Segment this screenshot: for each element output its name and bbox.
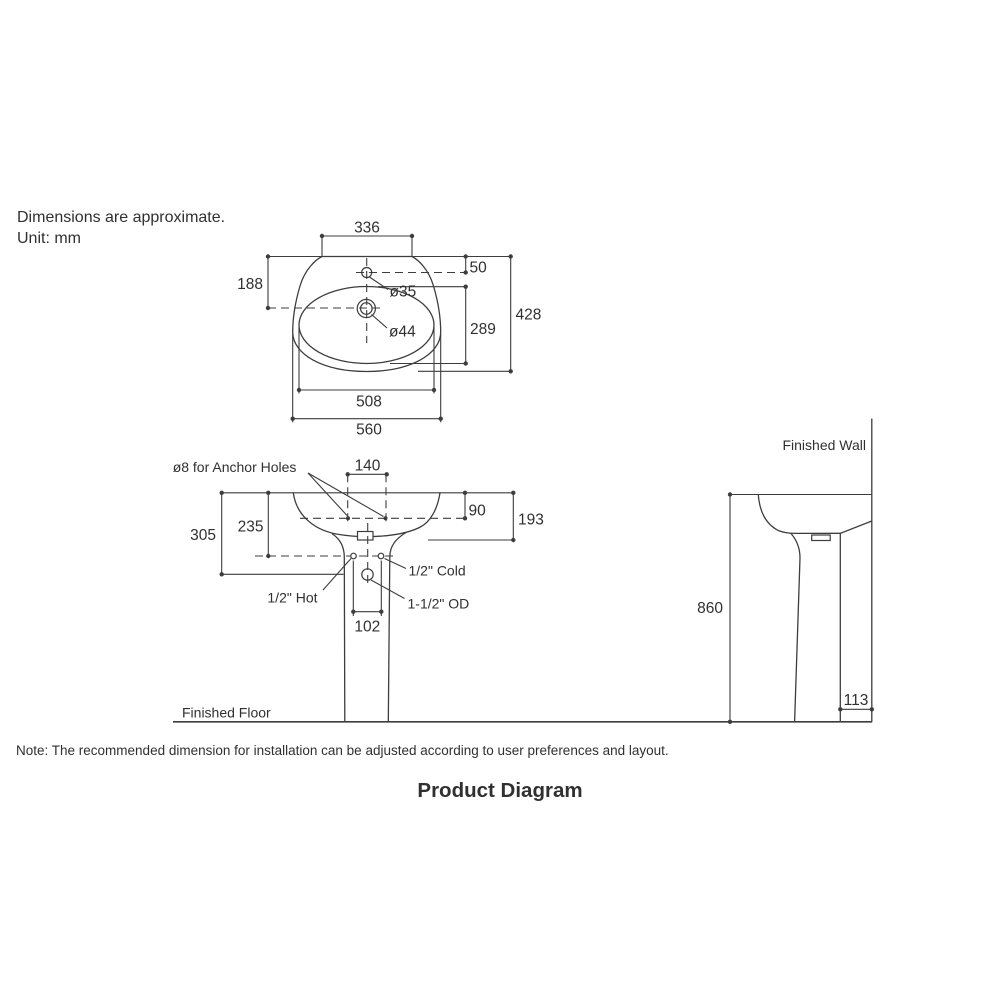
dim-dot xyxy=(463,491,467,495)
finished-floor-label: Finished Floor xyxy=(182,704,271,721)
dim-dot xyxy=(266,254,270,258)
dim-90 xyxy=(463,491,486,521)
dim-dot xyxy=(728,492,732,496)
dim-193-label: 193 xyxy=(518,511,544,529)
anchor-holes-label: ø8 for Anchor Holes xyxy=(172,459,297,475)
dim-560 xyxy=(291,334,443,439)
dim-289-label: 289 xyxy=(470,321,496,338)
dim-dot xyxy=(509,254,513,258)
dim-dot xyxy=(464,361,468,365)
page-title: Product Diagram xyxy=(417,779,583,802)
anchor-leader-line xyxy=(308,473,347,516)
faucet-dia-label: ø35 xyxy=(389,283,417,301)
dim-140-label: 140 xyxy=(354,457,381,475)
pedestal-right-edge xyxy=(388,533,406,722)
pedestal-left-edge xyxy=(333,534,345,722)
anchor-leader-line xyxy=(308,473,384,517)
drain-dia-label: ø44 xyxy=(389,323,416,341)
dim-188-label: 188 xyxy=(237,276,263,293)
dim-305 xyxy=(190,491,343,577)
dim-50-label: 50 xyxy=(469,259,487,277)
hot-supply-label: 1/2" Hot xyxy=(267,589,318,606)
dim-dot xyxy=(266,491,270,495)
installation-note: Note: The recommended dimension for installation can be adjusted according to user preferences and layout. xyxy=(16,743,669,758)
dim-dot xyxy=(870,707,874,711)
dim-dot xyxy=(291,417,295,421)
bowl-front-outline xyxy=(293,493,440,537)
front-view xyxy=(173,458,544,722)
dim-193 xyxy=(428,491,544,543)
dim-dot xyxy=(410,234,414,238)
dim-dot xyxy=(385,472,389,476)
dim-336-label: 336 xyxy=(354,219,380,237)
drain-od-label: 1-1/2" OD xyxy=(407,595,470,612)
dim-dot xyxy=(463,516,467,520)
dim-140 xyxy=(346,458,389,477)
dim-dot xyxy=(509,369,513,373)
dim-dot xyxy=(320,234,324,238)
pedestal-side-front-edge xyxy=(791,534,800,722)
dim-235-label: 235 xyxy=(237,518,264,536)
bowl-side-outline xyxy=(758,495,872,534)
top-view xyxy=(237,220,541,439)
dim-102-label: 102 xyxy=(354,618,381,636)
cold-leader-line xyxy=(385,559,407,569)
dim-dot xyxy=(266,306,270,310)
dim-860 xyxy=(697,492,732,724)
dim-dot xyxy=(297,388,301,392)
dim-dot xyxy=(379,610,383,614)
dim-860-label: 860 xyxy=(697,600,723,617)
dim-dot xyxy=(838,707,842,711)
outlet-box-side xyxy=(812,535,831,541)
hot-supply-hole xyxy=(351,553,357,559)
dim-90-label: 90 xyxy=(468,502,486,520)
side-view xyxy=(697,419,874,724)
dim-dot xyxy=(220,491,224,495)
dim-50 xyxy=(464,254,488,276)
dim-508-label: 508 xyxy=(356,393,382,411)
dim-336 xyxy=(320,220,414,257)
dim-113-label: 113 xyxy=(843,692,869,709)
dim-dot xyxy=(511,538,515,542)
dim-113 xyxy=(838,692,874,712)
dim-dot xyxy=(464,254,468,258)
dim-dot xyxy=(511,491,515,495)
cold-supply-hole xyxy=(378,553,384,559)
dim-dot xyxy=(346,472,350,476)
dim-188 xyxy=(237,254,270,310)
cold-supply-label: 1/2" Cold xyxy=(408,562,466,579)
od-leader-line xyxy=(371,580,405,599)
dim-dot xyxy=(351,610,355,614)
dim-dot xyxy=(220,572,224,576)
dim-305-label: 305 xyxy=(190,527,216,544)
dim-dot xyxy=(432,388,436,392)
dim-dot xyxy=(439,417,443,421)
header-line1: Dimensions are approximate. xyxy=(17,209,226,226)
dim-dot xyxy=(464,285,468,289)
outlet-box-front xyxy=(358,532,374,541)
dim-dot xyxy=(464,270,468,274)
dim-560-label: 560 xyxy=(356,421,382,439)
dim-428-label: 428 xyxy=(515,306,542,324)
header-line2: Unit: mm xyxy=(17,230,81,247)
dim-235 xyxy=(238,491,271,559)
drain-leader-line xyxy=(372,315,388,329)
finished-wall-label: Finished Wall xyxy=(782,437,866,453)
